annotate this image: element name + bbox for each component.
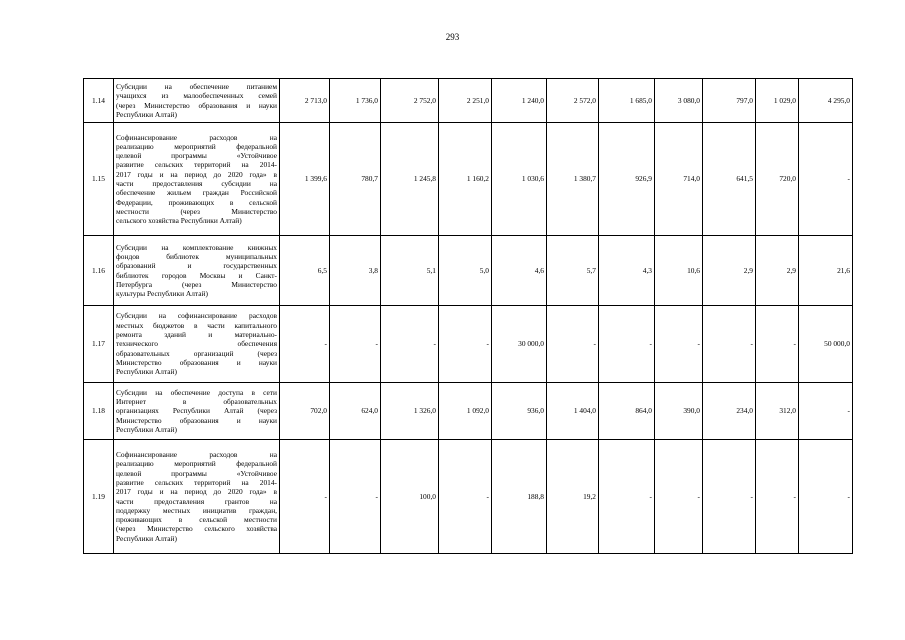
value-cell: 21,6 bbox=[799, 236, 853, 306]
description-line: Министерство образования и науки bbox=[116, 415, 277, 425]
description-line: образовательных организаций (через bbox=[116, 348, 277, 358]
value-cell: 390,0 bbox=[655, 383, 703, 440]
value-cell: 926,9 bbox=[599, 123, 655, 236]
value-cell: 1 736,0 bbox=[330, 79, 381, 123]
description-line: Республики Алтай) bbox=[116, 533, 177, 543]
description-line: Федерации, проживающих в сельской bbox=[116, 197, 277, 207]
description-line: Софинансирование расходов на bbox=[116, 450, 277, 460]
value-cell: 19,2 bbox=[547, 440, 599, 554]
row-description bbox=[114, 123, 280, 236]
value-cell: 188,8 bbox=[492, 440, 547, 554]
description-line: реализацию мероприятий федеральной bbox=[116, 141, 277, 151]
value-cell: - bbox=[599, 440, 655, 554]
value-cell: 1 399,6 bbox=[280, 123, 330, 236]
value-cell: 4,3 bbox=[599, 236, 655, 306]
table-row bbox=[84, 123, 853, 236]
value-cell: 5,1 bbox=[381, 236, 439, 306]
description-line: части предоставления субсидии на bbox=[116, 179, 277, 188]
description-line: образований и государственных bbox=[116, 261, 277, 271]
value-cell: - bbox=[439, 306, 492, 383]
table-body bbox=[84, 79, 853, 554]
table-row bbox=[84, 440, 853, 554]
value-cell: 714,0 bbox=[655, 123, 703, 236]
value-cell: 6,5 bbox=[280, 236, 330, 306]
value-cell: 720,0 bbox=[756, 123, 799, 236]
value-cell: 2,9 bbox=[756, 236, 799, 306]
value-cell: 2,9 bbox=[703, 236, 756, 306]
description-line: Субсидии на обеспечение доступа в сети bbox=[116, 387, 277, 397]
row-index: 1.18 bbox=[84, 383, 114, 440]
value-cell: - bbox=[655, 440, 703, 554]
value-cell: 1 380,7 bbox=[547, 123, 599, 236]
description-line: Петербурга (через Министерство bbox=[116, 279, 277, 289]
value-cell: - bbox=[799, 440, 853, 554]
value-cell: 1 326,0 bbox=[381, 383, 439, 440]
value-cell: 312,0 bbox=[756, 383, 799, 440]
description-line: Министерство образования и науки bbox=[116, 357, 277, 367]
description-line: Интернет в образовательных bbox=[116, 397, 277, 407]
description-line: Республики Алтай) bbox=[116, 424, 177, 434]
table-row bbox=[84, 236, 853, 306]
value-cell: 3 080,0 bbox=[655, 79, 703, 123]
value-cell: 234,0 bbox=[703, 383, 756, 440]
value-cell: - bbox=[439, 440, 492, 554]
value-cell: - bbox=[703, 440, 756, 554]
value-cell: 100,0 bbox=[381, 440, 439, 554]
description-line: части предоставления грантов на bbox=[116, 496, 277, 506]
description-line: сельского хозяйства Республики Алтай) bbox=[116, 216, 242, 226]
value-cell: 1 245,8 bbox=[381, 123, 439, 236]
value-cell: 30 000,0 bbox=[492, 306, 547, 383]
value-cell: 1 092,0 bbox=[439, 383, 492, 440]
row-description bbox=[114, 79, 280, 123]
row-index: 1.19 bbox=[84, 440, 114, 554]
description-line: 2017 годы и на период до 2020 года» в bbox=[116, 169, 277, 179]
value-cell: 1 160,2 bbox=[439, 123, 492, 236]
table-row bbox=[84, 306, 853, 383]
description-line: Субсидии на комплектование книжных bbox=[116, 242, 277, 252]
value-cell: - bbox=[799, 123, 853, 236]
description-line: учащихся из малообеспеченных семей bbox=[116, 91, 277, 101]
value-cell: - bbox=[381, 306, 439, 383]
value-cell: - bbox=[330, 306, 381, 383]
page-number: 293 bbox=[445, 32, 460, 42]
description-line: поддержку местных инициатив граждан, bbox=[116, 505, 277, 515]
description-line: (через Министерство образования и науки bbox=[116, 100, 277, 110]
row-index: 1.17 bbox=[84, 306, 114, 383]
description-line: Субсидии на софинансирование расходов bbox=[116, 311, 277, 321]
description-line: развитие сельских территорий на 2014- bbox=[116, 477, 277, 487]
value-cell: - bbox=[330, 440, 381, 554]
budget-table bbox=[83, 78, 853, 554]
description-line: развитие сельских территорий на 2014- bbox=[116, 160, 277, 170]
row-index: 1.15 bbox=[84, 123, 114, 236]
description-line: местных бюджетов в части капитального bbox=[116, 320, 277, 330]
row-index: 1.14 bbox=[84, 79, 114, 123]
value-cell: 780,7 bbox=[330, 123, 381, 236]
row-description bbox=[114, 236, 280, 306]
value-cell: 702,0 bbox=[280, 383, 330, 440]
description-line: целевой программы «Устойчивое bbox=[116, 151, 277, 161]
value-cell: 936,0 bbox=[492, 383, 547, 440]
description-line: организациях Республики Алтай (через bbox=[116, 406, 277, 416]
value-cell: 2 713,0 bbox=[280, 79, 330, 123]
row-description bbox=[114, 383, 280, 440]
description-line: Софинансирование расходов на bbox=[116, 132, 277, 142]
value-cell: - bbox=[703, 306, 756, 383]
description-line: библиотек городов Москвы и Санкт- bbox=[116, 270, 277, 280]
value-cell: - bbox=[547, 306, 599, 383]
description-line: реализацию мероприятий федеральной bbox=[116, 459, 277, 469]
value-cell: 5,0 bbox=[439, 236, 492, 306]
value-cell: 3,8 bbox=[330, 236, 381, 306]
table-row bbox=[84, 79, 853, 123]
value-cell: 641,5 bbox=[703, 123, 756, 236]
description-line: Республики Алтай) bbox=[116, 367, 177, 377]
value-cell: 1 029,0 bbox=[756, 79, 799, 123]
row-description bbox=[114, 440, 280, 554]
value-cell: 1 240,0 bbox=[492, 79, 547, 123]
value-cell: 2 251,0 bbox=[439, 79, 492, 123]
description-line: проживающих в сельской местности bbox=[116, 515, 277, 525]
value-cell: - bbox=[599, 306, 655, 383]
value-cell: 2 752,0 bbox=[381, 79, 439, 123]
value-cell: - bbox=[280, 440, 330, 554]
description-line: обеспечение жильем граждан Российской bbox=[116, 188, 277, 198]
value-cell: 1 030,6 bbox=[492, 123, 547, 236]
value-cell: - bbox=[280, 306, 330, 383]
description-line: местности (через Министерство bbox=[116, 206, 277, 216]
value-cell: 797,0 bbox=[703, 79, 756, 123]
description-line: Субсидии на обеспечение питанием bbox=[116, 81, 277, 91]
value-cell: 4 295,0 bbox=[799, 79, 853, 123]
row-index: 1.16 bbox=[84, 236, 114, 306]
value-cell: 4,6 bbox=[492, 236, 547, 306]
value-cell: - bbox=[655, 306, 703, 383]
value-cell: 1 685,0 bbox=[599, 79, 655, 123]
value-cell: - bbox=[756, 440, 799, 554]
description-line: Республики Алтай) bbox=[116, 109, 177, 119]
value-cell: 2 572,0 bbox=[547, 79, 599, 123]
table-row bbox=[84, 383, 853, 440]
value-cell: - bbox=[756, 306, 799, 383]
value-cell: 624,0 bbox=[330, 383, 381, 440]
description-line: целевой программы «Устойчивое bbox=[116, 468, 277, 478]
description-line: ремонта зданий и материально- bbox=[116, 330, 277, 340]
description-line: фондов библиотек муниципальных bbox=[116, 251, 277, 261]
row-description bbox=[114, 306, 280, 383]
value-cell: 10,6 bbox=[655, 236, 703, 306]
description-line: технического обеспечения bbox=[116, 339, 277, 349]
description-line: 2017 годы и на период до 2020 года» в bbox=[116, 487, 277, 497]
value-cell: 864,0 bbox=[599, 383, 655, 440]
value-cell: 5,7 bbox=[547, 236, 599, 306]
value-cell: 1 404,0 bbox=[547, 383, 599, 440]
value-cell: - bbox=[799, 383, 853, 440]
value-cell: 50 000,0 bbox=[799, 306, 853, 383]
description-line: (через Министерство сельского хозяйства bbox=[116, 524, 277, 534]
description-line: культуры Республики Алтай) bbox=[116, 289, 208, 299]
